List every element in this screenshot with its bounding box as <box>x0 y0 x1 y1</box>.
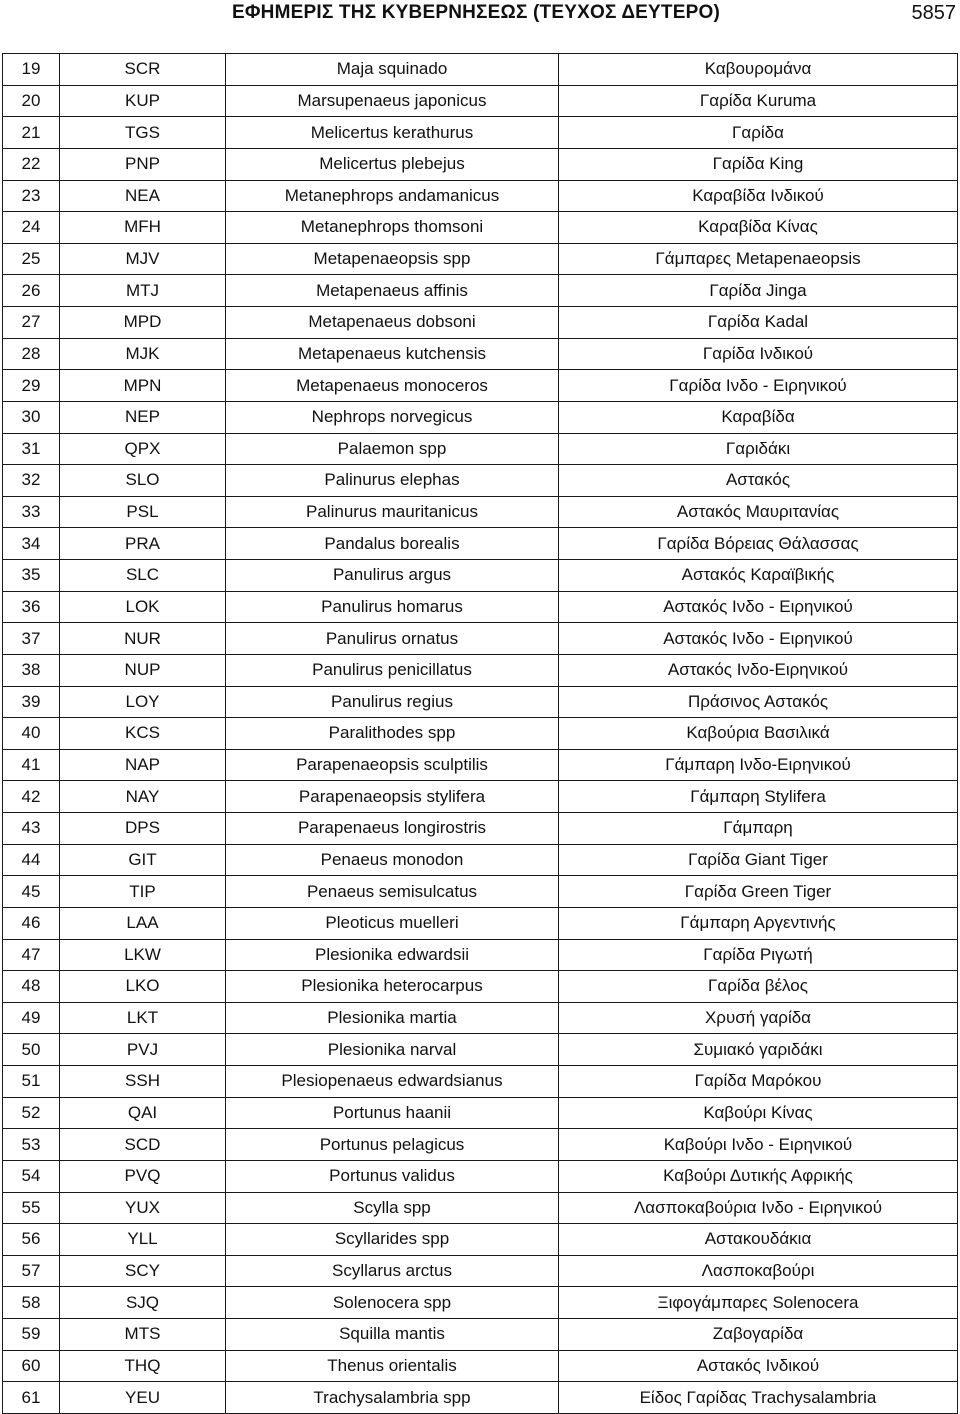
row-number-cell: 61 <box>3 1382 60 1414</box>
scientific-name-cell: Parapenaeus longirostris <box>226 813 559 845</box>
alpha-code-cell: PNP <box>60 148 226 180</box>
row-number-cell: 31 <box>3 433 60 465</box>
row-number-cell: 42 <box>3 781 60 813</box>
alpha-code-cell: MTJ <box>60 275 226 307</box>
greek-name-cell: Καραβίδα <box>559 401 958 433</box>
table-row <box>3 907 958 939</box>
alpha-code-cell: GIT <box>60 844 226 876</box>
alpha-code-cell: NEP <box>60 401 226 433</box>
greek-name-cell: Αστακός <box>559 465 958 497</box>
table-row <box>3 1350 958 1382</box>
greek-name-cell: Καβούρι Κίνας <box>559 1097 958 1129</box>
greek-name-cell: Αστακός Μαυριτανίας <box>559 496 958 528</box>
row-number-cell: 25 <box>3 243 60 275</box>
alpha-code-cell: LKT <box>60 1002 226 1034</box>
scientific-name-cell: Panulirus homarus <box>226 591 559 623</box>
table-row <box>3 749 958 781</box>
scientific-name-cell: Scyllarides spp <box>226 1224 559 1256</box>
alpha-code-cell: MFH <box>60 212 226 244</box>
table-row <box>3 1097 958 1129</box>
species-table-body <box>3 54 958 1414</box>
row-number-cell: 39 <box>3 686 60 718</box>
row-number-cell: 21 <box>3 117 60 149</box>
table-row <box>3 654 958 686</box>
row-number-cell: 50 <box>3 1034 60 1066</box>
greek-name-cell: Αστακός Ινδο-Ειρηνικού <box>559 654 958 686</box>
alpha-code-cell: SSH <box>60 1066 226 1098</box>
alpha-code-cell: LKO <box>60 971 226 1003</box>
table-row <box>3 433 958 465</box>
greek-name-cell: Χρυσή γαρίδα <box>559 1002 958 1034</box>
greek-name-cell: Λασποκαβούρια Ινδο - Ειρηνικού <box>559 1192 958 1224</box>
row-number-cell: 55 <box>3 1192 60 1224</box>
greek-name-cell: Καραβίδα Κίνας <box>559 212 958 244</box>
greek-name-cell: Γαρίδα Kadal <box>559 307 958 339</box>
alpha-code-cell: QAI <box>60 1097 226 1129</box>
table-row <box>3 844 958 876</box>
greek-name-cell: Καβούρι Δυτικής Αφρικής <box>559 1160 958 1192</box>
scientific-name-cell: Palaemon spp <box>226 433 559 465</box>
table-row <box>3 1129 958 1161</box>
table-row <box>3 1255 958 1287</box>
greek-name-cell: Γαριδάκι <box>559 433 958 465</box>
alpha-code-cell: MPN <box>60 370 226 402</box>
table-row <box>3 212 958 244</box>
row-number-cell: 37 <box>3 623 60 655</box>
greek-name-cell: Γάμπαρη Stylifera <box>559 781 958 813</box>
scientific-name-cell: Scyllarus arctus <box>226 1255 559 1287</box>
row-number-cell: 35 <box>3 560 60 592</box>
scientific-name-cell: Melicertus plebejus <box>226 148 559 180</box>
scientific-name-cell: Plesionika edwardsii <box>226 939 559 971</box>
greek-name-cell: Ζαβογαρίδα <box>559 1319 958 1351</box>
table-row <box>3 686 958 718</box>
greek-name-cell: Γάμπαρες Metapenaeopsis <box>559 243 958 275</box>
scientific-name-cell: Metapenaeus affinis <box>226 275 559 307</box>
table-row <box>3 1319 958 1351</box>
scientific-name-cell: Palinurus mauritanicus <box>226 496 559 528</box>
scientific-name-cell: Panulirus penicillatus <box>226 654 559 686</box>
row-number-cell: 41 <box>3 749 60 781</box>
row-number-cell: 20 <box>3 85 60 117</box>
table-row <box>3 496 958 528</box>
greek-name-cell: Αστακός Καραϊβικής <box>559 560 958 592</box>
table-row <box>3 876 958 908</box>
greek-name-cell: Αστακός Ινδο - Ειρηνικού <box>559 623 958 655</box>
alpha-code-cell: MTS <box>60 1319 226 1351</box>
alpha-code-cell: YUX <box>60 1192 226 1224</box>
row-number-cell: 52 <box>3 1097 60 1129</box>
table-row <box>3 180 958 212</box>
greek-name-cell: Αστακός Ινδο - Ειρηνικού <box>559 591 958 623</box>
scientific-name-cell: Trachysalambria spp <box>226 1382 559 1414</box>
scientific-name-cell: Marsupenaeus japonicus <box>226 85 559 117</box>
scientific-name-cell: Penaeus monodon <box>226 844 559 876</box>
table-row <box>3 939 958 971</box>
scientific-name-cell: Penaeus semisulcatus <box>226 876 559 908</box>
table-row <box>3 370 958 402</box>
row-number-cell: 59 <box>3 1319 60 1351</box>
table-row <box>3 781 958 813</box>
greek-name-cell: Πράσινος Αστακός <box>559 686 958 718</box>
table-row <box>3 465 958 497</box>
scientific-name-cell: Pandalus borealis <box>226 528 559 560</box>
greek-name-cell: Γαρίδα Μαρόκου <box>559 1066 958 1098</box>
page-header <box>0 0 960 30</box>
alpha-code-cell: NUP <box>60 654 226 686</box>
alpha-code-cell: KUP <box>60 85 226 117</box>
greek-name-cell: Ξιφογάμπαρες Solenocera <box>559 1287 958 1319</box>
row-number-cell: 58 <box>3 1287 60 1319</box>
alpha-code-cell: NAY <box>60 781 226 813</box>
greek-name-cell: Γαρίδα Ινδο - Ειρηνικού <box>559 370 958 402</box>
alpha-code-cell: TGS <box>60 117 226 149</box>
scientific-name-cell: Portunus pelagicus <box>226 1129 559 1161</box>
table-row <box>3 85 958 117</box>
greek-name-cell: Αστακός Ινδικού <box>559 1350 958 1382</box>
greek-name-cell: Καβουρομάνα <box>559 54 958 86</box>
table-row <box>3 243 958 275</box>
row-number-cell: 57 <box>3 1255 60 1287</box>
table-row <box>3 401 958 433</box>
row-number-cell: 36 <box>3 591 60 623</box>
scientific-name-cell: Solenocera spp <box>226 1287 559 1319</box>
alpha-code-cell: YEU <box>60 1382 226 1414</box>
row-number-cell: 22 <box>3 148 60 180</box>
row-number-cell: 54 <box>3 1160 60 1192</box>
table-row <box>3 1002 958 1034</box>
row-number-cell: 45 <box>3 876 60 908</box>
alpha-code-cell: PRA <box>60 528 226 560</box>
row-number-cell: 27 <box>3 307 60 339</box>
row-number-cell: 29 <box>3 370 60 402</box>
scientific-name-cell: Panulirus argus <box>226 560 559 592</box>
row-number-cell: 32 <box>3 465 60 497</box>
table-row <box>3 528 958 560</box>
row-number-cell: 43 <box>3 813 60 845</box>
scientific-name-cell: Metanephrops thomsoni <box>226 212 559 244</box>
scientific-name-cell: Parapenaeopsis sculptilis <box>226 749 559 781</box>
row-number-cell: 26 <box>3 275 60 307</box>
scientific-name-cell: Metapenaeus kutchensis <box>226 338 559 370</box>
alpha-code-cell: MJK <box>60 338 226 370</box>
greek-name-cell: Γαρίδα King <box>559 148 958 180</box>
row-number-cell: 19 <box>3 54 60 86</box>
scientific-name-cell: Scylla spp <box>226 1192 559 1224</box>
alpha-code-cell: MJV <box>60 243 226 275</box>
table-row <box>3 813 958 845</box>
scientific-name-cell: Maja squinado <box>226 54 559 86</box>
page-number: 5857 <box>911 2 956 24</box>
row-number-cell: 48 <box>3 971 60 1003</box>
row-number-cell: 44 <box>3 844 60 876</box>
row-number-cell: 56 <box>3 1224 60 1256</box>
row-number-cell: 34 <box>3 528 60 560</box>
scientific-name-cell: Palinurus elephas <box>226 465 559 497</box>
table-row <box>3 338 958 370</box>
row-number-cell: 23 <box>3 180 60 212</box>
alpha-code-cell: PVJ <box>60 1034 226 1066</box>
greek-name-cell: Αστακουδάκια <box>559 1224 958 1256</box>
table-row <box>3 560 958 592</box>
alpha-code-cell: QPX <box>60 433 226 465</box>
alpha-code-cell: NEA <box>60 180 226 212</box>
scientific-name-cell: Plesionika narval <box>226 1034 559 1066</box>
scientific-name-cell: Metapenaeopsis spp <box>226 243 559 275</box>
table-row <box>3 307 958 339</box>
table-row <box>3 1192 958 1224</box>
scientific-name-cell: Panulirus regius <box>226 686 559 718</box>
scientific-name-cell: Metapenaeus dobsoni <box>226 307 559 339</box>
table-row <box>3 1382 958 1414</box>
species-table <box>2 53 958 1414</box>
greek-name-cell: Καβούρι Ινδο - Ειρηνικού <box>559 1129 958 1161</box>
scientific-name-cell: Portunus validus <box>226 1160 559 1192</box>
row-number-cell: 46 <box>3 907 60 939</box>
table-row <box>3 1160 958 1192</box>
alpha-code-cell: SCD <box>60 1129 226 1161</box>
table-row <box>3 971 958 1003</box>
row-number-cell: 51 <box>3 1066 60 1098</box>
alpha-code-cell: SLC <box>60 560 226 592</box>
table-row <box>3 1034 958 1066</box>
greek-name-cell: Γαρίδα βέλος <box>559 971 958 1003</box>
greek-name-cell: Γάμπαρη Αργεντινής <box>559 907 958 939</box>
alpha-code-cell: NAP <box>60 749 226 781</box>
greek-name-cell: Καραβίδα Ινδικού <box>559 180 958 212</box>
greek-name-cell: Γαρίδα Ινδικού <box>559 338 958 370</box>
alpha-code-cell: MPD <box>60 307 226 339</box>
table-row <box>3 117 958 149</box>
scientific-name-cell: Metanephrops andamanicus <box>226 180 559 212</box>
greek-name-cell: Γαρίδα Green Tiger <box>559 876 958 908</box>
row-number-cell: 60 <box>3 1350 60 1382</box>
greek-name-cell: Γαρίδα Giant Tiger <box>559 844 958 876</box>
scientific-name-cell: Melicertus kerathurus <box>226 117 559 149</box>
alpha-code-cell: SCY <box>60 1255 226 1287</box>
table-row <box>3 1224 958 1256</box>
alpha-code-cell: PVQ <box>60 1160 226 1192</box>
alpha-code-cell: SJQ <box>60 1287 226 1319</box>
row-number-cell: 47 <box>3 939 60 971</box>
row-number-cell: 24 <box>3 212 60 244</box>
gazette-title: ΕΦΗΜΕΡΙΣ ΤΗΣ ΚΥΒΕΡΝΗΣΕΩΣ (ΤΕΥΧΟΣ ΔΕΥΤΕΡΟ) <box>232 2 720 23</box>
alpha-code-cell: NUR <box>60 623 226 655</box>
greek-name-cell: Γάμπαρη <box>559 813 958 845</box>
alpha-code-cell: SLO <box>60 465 226 497</box>
scientific-name-cell: Thenus orientalis <box>226 1350 559 1382</box>
greek-name-cell: Καβούρια Βασιλικά <box>559 718 958 750</box>
alpha-code-cell: YLL <box>60 1224 226 1256</box>
alpha-code-cell: PSL <box>60 496 226 528</box>
scientific-name-cell: Pleoticus muelleri <box>226 907 559 939</box>
greek-name-cell: Λασποκαβούρι <box>559 1255 958 1287</box>
scientific-name-cell: Metapenaeus monoceros <box>226 370 559 402</box>
greek-name-cell: Γάμπαρη Ινδο-Ειρηνικού <box>559 749 958 781</box>
scientific-name-cell: Paralithodes spp <box>226 718 559 750</box>
row-number-cell: 38 <box>3 654 60 686</box>
greek-name-cell: Γαρίδα Jinga <box>559 275 958 307</box>
row-number-cell: 53 <box>3 1129 60 1161</box>
row-number-cell: 40 <box>3 718 60 750</box>
row-number-cell: 28 <box>3 338 60 370</box>
table-row <box>3 1066 958 1098</box>
greek-name-cell: Είδος Γαρίδας Trachysalambria <box>559 1382 958 1414</box>
alpha-code-cell: KCS <box>60 718 226 750</box>
greek-name-cell: Γαρίδα Βόρειας Θάλασσας <box>559 528 958 560</box>
table-row <box>3 1287 958 1319</box>
scientific-name-cell: Parapenaeopsis stylifera <box>226 781 559 813</box>
scientific-name-cell: Plesionika heterocarpus <box>226 971 559 1003</box>
greek-name-cell: Γαρίδα <box>559 117 958 149</box>
scientific-name-cell: Plesionika martia <box>226 1002 559 1034</box>
greek-name-cell: Γαρίδα Kuruma <box>559 85 958 117</box>
alpha-code-cell: DPS <box>60 813 226 845</box>
alpha-code-cell: LAA <box>60 907 226 939</box>
greek-name-cell: Γαρίδα Ριγωτή <box>559 939 958 971</box>
alpha-code-cell: LOY <box>60 686 226 718</box>
alpha-code-cell: LKW <box>60 939 226 971</box>
scientific-name-cell: Portunus haanii <box>226 1097 559 1129</box>
scientific-name-cell: Panulirus ornatus <box>226 623 559 655</box>
greek-name-cell: Συμιακό γαριδάκι <box>559 1034 958 1066</box>
alpha-code-cell: TIP <box>60 876 226 908</box>
table-row <box>3 718 958 750</box>
alpha-code-cell: THQ <box>60 1350 226 1382</box>
alpha-code-cell: LOK <box>60 591 226 623</box>
table-row <box>3 275 958 307</box>
row-number-cell: 49 <box>3 1002 60 1034</box>
table-row <box>3 54 958 86</box>
table-row <box>3 591 958 623</box>
alpha-code-cell: SCR <box>60 54 226 86</box>
table-row <box>3 623 958 655</box>
table-row <box>3 148 958 180</box>
scientific-name-cell: Plesiopenaeus edwardsianus <box>226 1066 559 1098</box>
row-number-cell: 30 <box>3 401 60 433</box>
scientific-name-cell: Squilla mantis <box>226 1319 559 1351</box>
scientific-name-cell: Nephrops norvegicus <box>226 401 559 433</box>
row-number-cell: 33 <box>3 496 60 528</box>
